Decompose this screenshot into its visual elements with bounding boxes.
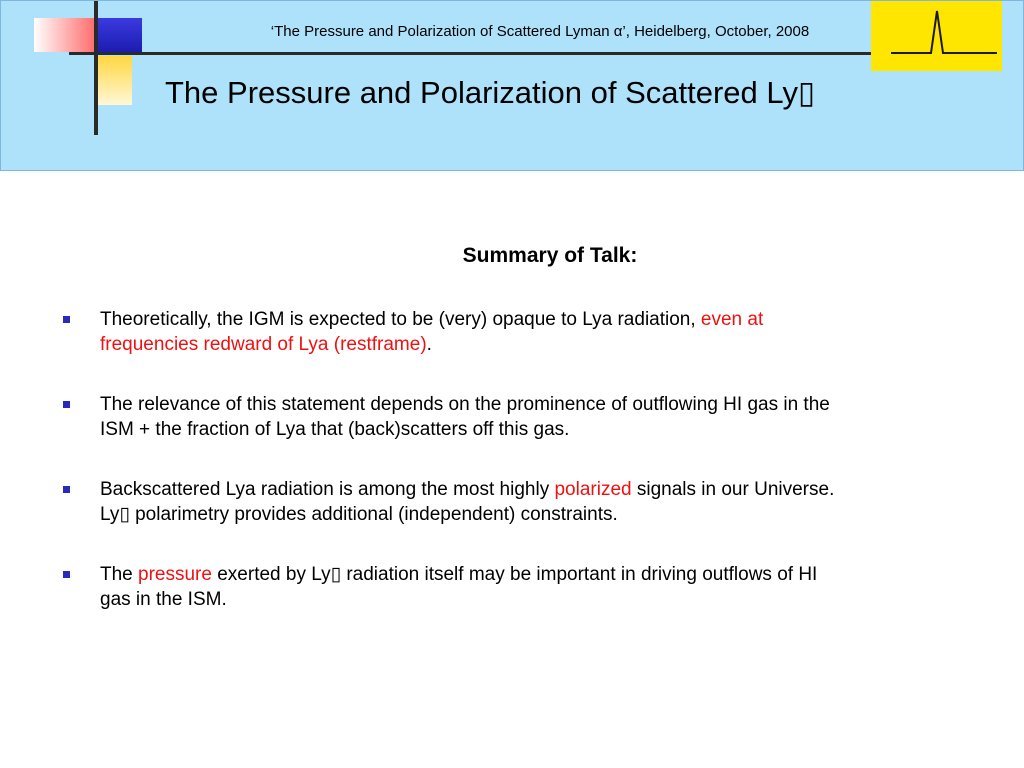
missing-glyph: ▯ (797, 75, 816, 110)
bullet-text: ISM + the fraction of Lya that (back)scatters off this gas. (100, 419, 570, 440)
bullet-square-icon (63, 401, 70, 408)
highlight-text: even at (700, 309, 764, 330)
spectrum-line-peak-icon (871, 1, 1002, 71)
bullet-line (100, 307, 981, 332)
decor-blue-block (98, 18, 142, 52)
list-item (61, 562, 981, 612)
bullet-square-icon (63, 486, 70, 493)
bullet-text: . (426, 334, 432, 355)
highlight-text: frequencies redward of Lya (restframe) (100, 334, 427, 355)
highlight-text: pressure (138, 564, 212, 585)
slide-title-text: The Pressure and Polarization of Scattered Ly (165, 75, 798, 110)
bullet-text: signals in our Universe. (631, 479, 835, 500)
decor-yellow-block (98, 56, 132, 105)
decor-horizontal-bar (69, 52, 871, 55)
slide-header (0, 0, 1024, 171)
bullet-text: The (100, 564, 139, 585)
decor-pink-block (34, 18, 96, 52)
talk-subtitle: ‘The Pressure and Polarization of Scattered Lyman α’, Heidelberg, October, 2008 (270, 23, 810, 40)
logo (871, 1, 1002, 71)
bullet-line (100, 477, 981, 502)
bullet-text: gas in the ISM. (100, 589, 227, 610)
list-item (61, 477, 981, 527)
bullet-text: The relevance of this statement depends on the prominence of outflowing HI gas in the (100, 394, 830, 415)
bullet-line (100, 562, 981, 587)
bullet-line (100, 332, 981, 357)
list-item (61, 392, 981, 442)
bullet-list (61, 307, 981, 612)
summary-heading: Summary of Talk: (462, 244, 638, 267)
bullet-text: Theoretically, the IGM is expected to be (very) opaque to Lya radiation, (100, 309, 701, 330)
highlight-text: polarized (554, 479, 632, 500)
list-item (61, 307, 981, 357)
decor-vertical-bar (94, 1, 98, 135)
bullet-text: exerted by Ly▯ radiation itself may be important in driving outflows of HI (211, 564, 818, 585)
slide-title (165, 75, 815, 111)
bullet-text: Backscattered Lya radiation is among the most highly (100, 479, 555, 500)
bullet-text: Ly▯ polarimetry provides additional (independent) constraints. (100, 504, 618, 525)
bullet-square-icon (63, 571, 70, 578)
bullet-square-icon (63, 316, 70, 323)
